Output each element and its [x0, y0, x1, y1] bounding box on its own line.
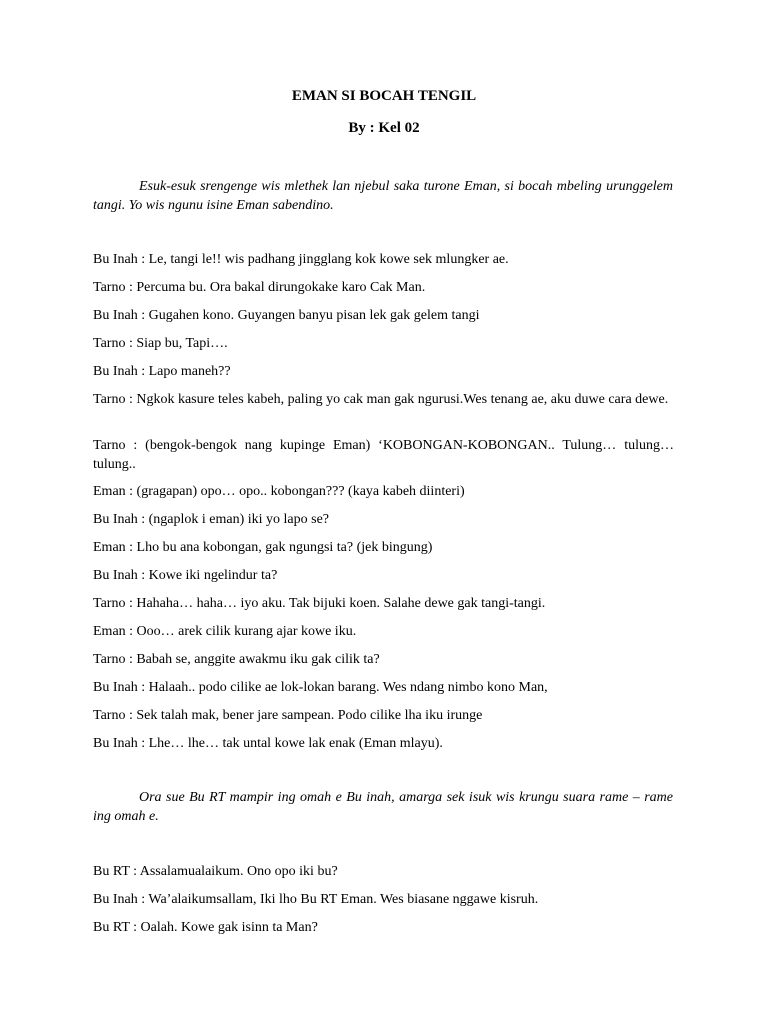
dialogue-line: Tarno : Percuma bu. Ora bakal dirungokake karo Cak Man.	[93, 280, 426, 295]
dialogue-line: Eman : Lho bu ana kobongan, gak ngungsi ta? (jek bingung)	[93, 540, 433, 555]
dialogue-line: Tarno : Siap bu, Tapi….	[93, 336, 228, 351]
narration-paragraph: Ora sue Bu RT mampir ing omah e Bu inah, amarga sek isuk wis krungu suara rame – rame ing omah e.	[93, 790, 673, 824]
dialogue-line: Bu Inah : Le, tangi le!! wis padhang jingglang kok kowe sek mlungker ae.	[93, 252, 509, 267]
dialogue-line: Tarno : Ngkok kasure teles kabeh, paling yo cak man gak ngurusi.Wes tenang ae, aku duwe cara dewe.	[93, 392, 669, 407]
dialogue-line: Tarno : Babah se, anggite awakmu iku gak cilik ta?	[93, 652, 380, 667]
dialogue-line: Bu RT : Oalah. Kowe gak isinn ta Man?	[93, 920, 318, 935]
dialogue-line: Bu Inah : Kowe iki ngelindur ta?	[93, 568, 278, 583]
dialogue-line: Tarno : Sek talah mak, bener jare sampean. Podo cilike lha iku irunge	[93, 708, 483, 723]
dialogue-line: Bu Inah : Lapo maneh??	[93, 364, 231, 379]
dialogue-line: Eman : (gragapan) opo… opo.. kobongan??? (kaya kabeh diinteri)	[93, 484, 465, 499]
document-author: By : Kel 02	[348, 120, 420, 136]
dialogue-line: Bu Inah : Halaah.. podo cilike ae lok-lokan barang. Wes ndang nimbo kono Man,	[93, 680, 548, 695]
narration-paragraph: Esuk-esuk srengenge wis mlethek lan njebul saka turone Eman, si bocah mbeling urunggelem tangi. Yo wis ngunu isine Eman sabendino.	[93, 179, 673, 213]
dialogue-line: Bu Inah : Lhe… lhe… tak untal kowe lak enak (Eman mlayu).	[93, 736, 443, 751]
dialogue-line: Bu Inah : Wa’alaikumsallam, Iki lho Bu RT Eman. Wes biasane nggawe kisruh.	[93, 892, 539, 907]
dialogue-line: Tarno : (bengok-bengok nang kupinge Eman) ‘KOBONGAN-KOBONGAN.. Tulung… tulung… tulung..	[93, 438, 674, 472]
dialogue-line: Eman : Ooo… arek cilik kurang ajar kowe iku.	[93, 624, 357, 639]
dialogue-line: Bu RT : Assalamualaikum. Ono opo iki bu?	[93, 864, 338, 879]
dialogue-line: Tarno : Hahaha… haha… iyo aku. Tak bijuki koen. Salahe dewe gak tangi-tangi.	[93, 596, 546, 611]
dialogue-line: Bu Inah : (ngaplok i eman) iki yo lapo se?	[93, 512, 329, 527]
dialogue-line: Bu Inah : Gugahen kono. Guyangen banyu pisan lek gak gelem tangi	[93, 308, 480, 323]
document-title: EMAN SI BOCAH TENGIL	[291, 88, 477, 104]
